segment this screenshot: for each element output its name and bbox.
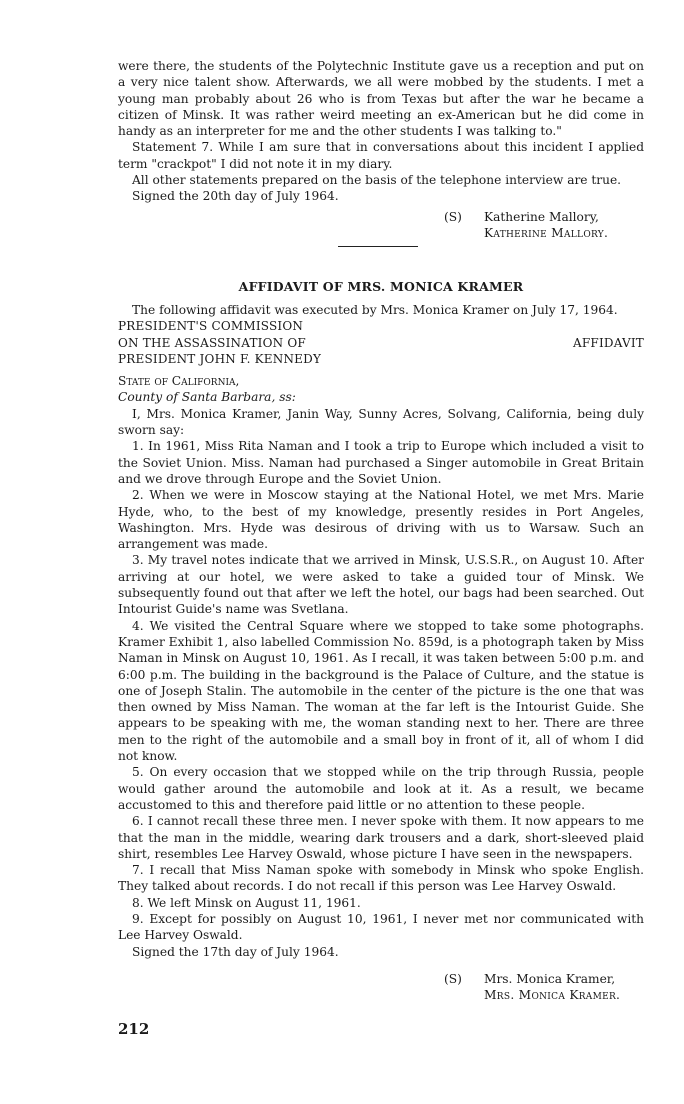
paragraph-item-9: 9. Except for possibly on August 10, 1961, I never met nor communicated with Lee Harvey Oswald. <box>118 911 644 943</box>
section-divider <box>338 246 418 247</box>
affidavit-block <box>118 302 644 960</box>
affidavit-title: AFFIDAVIT OF MRS. MONICA KRAMER <box>238 279 524 294</box>
page-number: 212 <box>118 1020 150 1038</box>
paragraph-item-4: 4. We visited the Central Square where we stopped to take some photographs. Kramer Exhibit 1, also labelled Commission No. 859d, is a photograph taken by Miss Naman in Minsk on August 10, 1961. As I recall, it was taken between 5:00 p.m. and 6:00 p.m. The building in the background is the Palace of Culture, and the statue is one of Joseph Stalin. The automobile in the center of the picture is the one that was then owned by Miss Naman. The woman at the far left is the Intourist Guide. She appears to be speaking with me, the woman standing next to her. There are three men to the right of the automobile and a small boy in front of it, all of whom I did not know. <box>118 618 644 764</box>
paragraph-item-5: 5. On every occasion that we stopped while on the trip through Russia, people would gather around the automobile and look at it. As a result, we became accustomed to this and therefore paid little or no attention to these people. <box>118 765 644 812</box>
signature-name: Katherine Mallory, <box>484 210 599 224</box>
paragraph-item-1: 1. In 1961, Miss Rita Naman and I took a trip to Europe which included a visit to the Soviet Union. Miss. Naman had purchased a Singer automobile in Great Britain and we drove through Europe and the Soviet Union. <box>118 439 644 486</box>
top-text-block <box>118 58 644 205</box>
paragraph-item-7: 7. I recall that Miss Naman spoke with somebody in Minsk who spoke English. They talked about records. I do not recall if this person was Lee Harvey Oswald. <box>118 863 644 894</box>
affidavit-intro: The following affidavit was executed by Mrs. Monica Kramer on July 17, 1964. <box>132 303 618 317</box>
venue-county: County of Santa Barbara, ss: <box>118 390 296 405</box>
paragraph-sworn: I, Mrs. Monica Kramer, Janin Way, Sunny Acres, Solvang, California, being duly sworn say: <box>118 406 644 438</box>
paragraph-item-8: 8. We left Minsk on August 11, 1961. <box>132 895 361 910</box>
signature-name-caps: Katherine Mallory. <box>484 225 609 240</box>
paragraph-all-statements: All other statements prepared on the basis of the telephone interview are true. <box>132 173 622 188</box>
signature-name: Mrs. Monica Kramer, <box>484 972 616 986</box>
commission-line-1: PRESIDENT'S COMMISSION <box>118 319 304 334</box>
paragraph-item-2: 2. When we were in Moscow staying at the National Hotel, we met Mrs. Marie Hyde, who, to the best of my knowledge, presently resides in Port Angeles, Washington. Mrs. Hyde was desirous of driving with us to Warsaw. Such an arrangement was made. <box>118 488 644 552</box>
paragraph-signed-date-1: Signed the 20th day of July 1964. <box>132 189 339 204</box>
affidavit-label: AFFIDAVIT <box>573 335 644 350</box>
paragraph-signed-date-2: Signed the 17th day of July 1964. <box>132 944 339 959</box>
paragraph-item-6: 6. I cannot recall these three men. I never spoke with them. It now appears to me that the man in the middle, wearing dark trousers and a dark, short-sleeved plaid shirt, resembles Lee Harvey Oswald, whose picture I have seen in the newspapers. <box>118 814 644 861</box>
commission-line-2: ON THE ASSASSINATION OF <box>118 335 306 350</box>
signature-mark: (S) <box>444 972 462 986</box>
signature-block-mallory <box>444 210 608 241</box>
signature-mark: (S) <box>444 210 462 224</box>
commission-header <box>118 318 644 367</box>
paragraph-item-3: 3. My travel notes indicate that we arrived in Minsk, U.S.S.R., on August 10. After arriving at our hotel, we were asked to take a guided tour of Minsk. We subsequently found out that after we left the hotel, our bags had been searched. Out Intourist Guide's name was Svetlana. <box>118 553 644 617</box>
paragraph-continuation: were there, the students of the Polytechnic Institute gave us a reception and put on a very nice talent show. Afterwards, we all were mobbed by the students. I met a young man probably about 26 who is from Texas but after the war he became a citizen of Minsk. It was rather weird meeting an ex-American but he did come in handy as an interpreter for me and the other students I was talking to." <box>118 59 644 139</box>
signature-block-kramer <box>444 972 620 1003</box>
signature-name-caps: Mrs. Monica Kramer. <box>484 987 621 1002</box>
paragraph-statement-7: Statement 7. While I am sure that in conversations about this incident I applied term "crackpot" I did not note it in my diary. <box>118 140 644 171</box>
commission-line-3: PRESIDENT JOHN F. KENNEDY <box>118 351 322 366</box>
venue-state: State of California, <box>118 374 240 389</box>
